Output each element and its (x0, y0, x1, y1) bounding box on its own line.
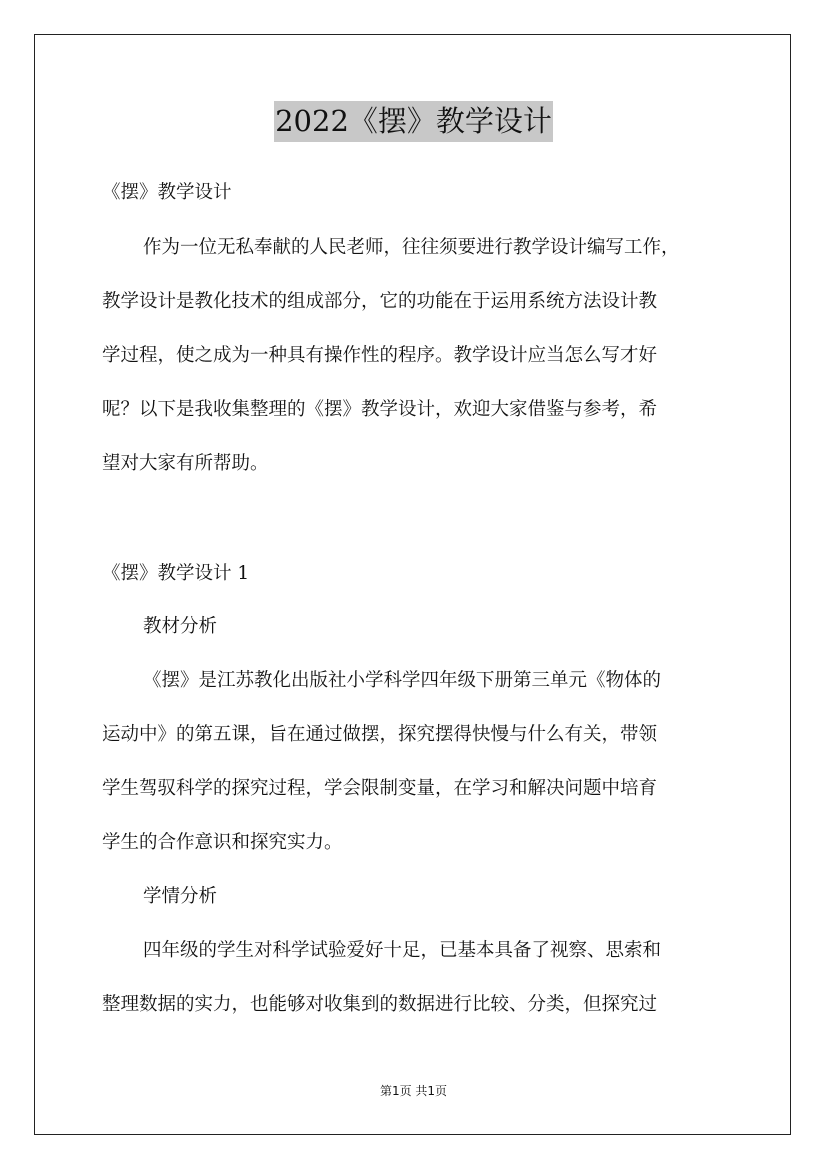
title-container (0, 101, 827, 142)
material-line: 学生的合作意识和探究实力。 (102, 832, 343, 853)
intro-line: 教学设计是教化技术的组成部分，它的功能在于运用系统方法设计教 (102, 291, 658, 312)
page-footer: 第1页 共1页 (379, 1084, 448, 1098)
material-line: 《摆》是江苏教化出版社小学科学四年级下册第三单元《物体的 (143, 670, 662, 691)
learner-line: 四年级的学生对科学试验爱好十足，已基本具备了视察、思索和 (143, 940, 662, 961)
document-subtitle: 《摆》教学设计 (102, 182, 232, 203)
document-title: 2022《摆》教学设计 (274, 101, 553, 142)
intro-line: 学过程，使之成为一种具有操作性的程序。教学设计应当怎么写才好 (102, 345, 658, 366)
heading-learner: 学情分析 (143, 886, 218, 907)
material-line: 学生驾驭科学的探究过程，学会限制变量，在学习和解决问题中培育 (102, 778, 658, 799)
intro-line: 望对大家有所帮助。 (102, 453, 269, 474)
intro-line: 作为一位无私奉献的人民老师，往往须要进行教学设计编写工作， (143, 237, 680, 258)
heading-material: 教材分析 (143, 616, 218, 637)
material-line: 运动中》的第五课，旨在通过做摆，探究摆得快慢与什么有关，带领 (102, 724, 658, 745)
intro-line: 呢？以下是我收集整理的《摆》教学设计，欢迎大家借鉴与参考，希 (102, 399, 658, 420)
learner-line: 整理数据的实力，也能够对收集到的数据进行比较、分类，但探究过 (102, 994, 658, 1015)
section-title: 《摆》教学设计 1 (102, 563, 250, 584)
